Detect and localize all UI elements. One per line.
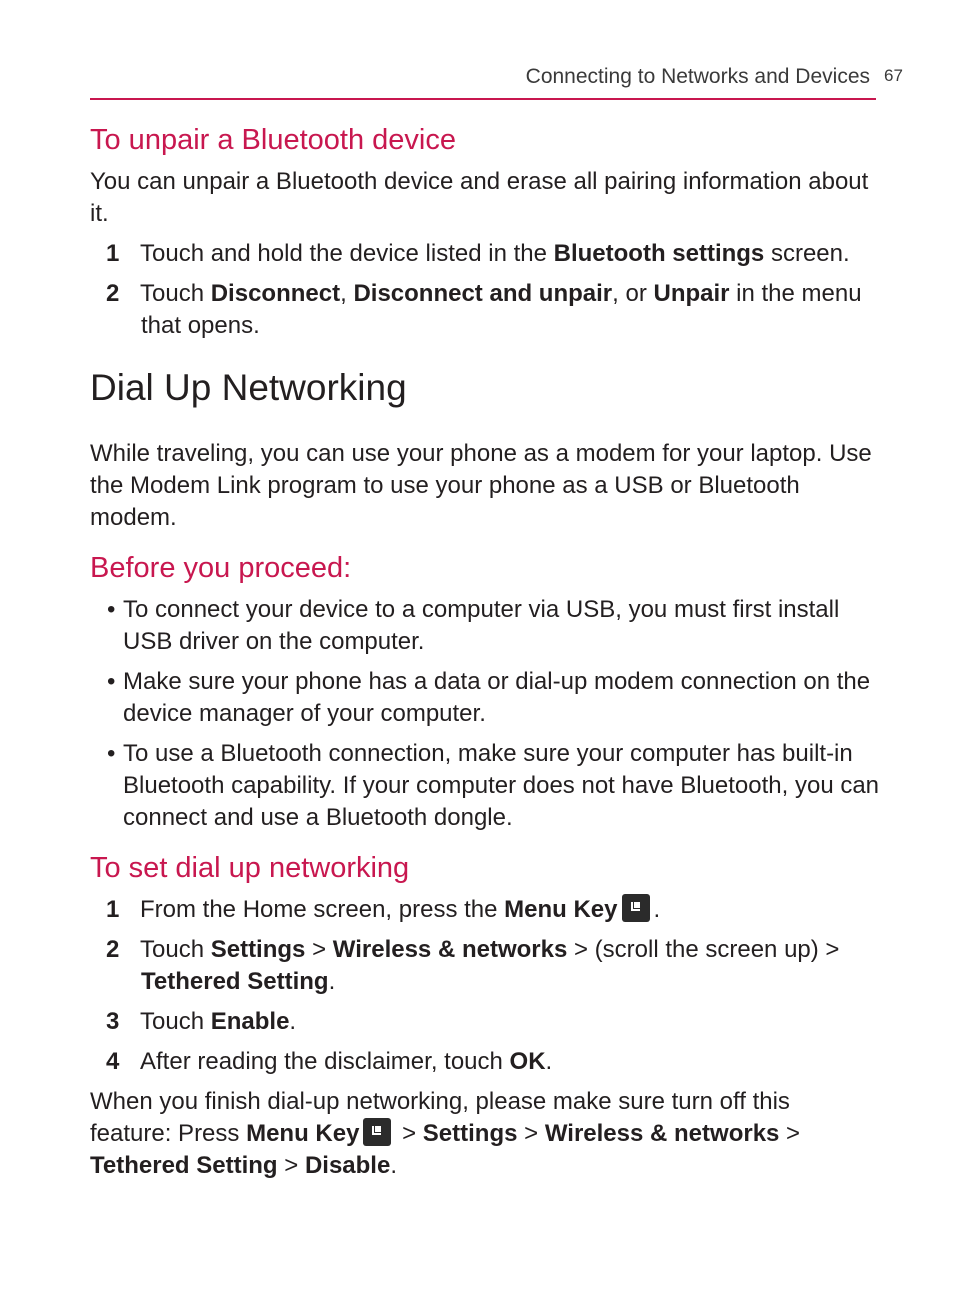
bullet-text: To connect your device to a computer via USB, you must first install USB driver on the computer. — [123, 596, 840, 655]
step-text: After reading the disclaimer, touch OK. — [140, 1048, 553, 1075]
bullet-icon: • — [107, 668, 116, 695]
step-number: 3 — [106, 1008, 120, 1035]
bullet-icon: • — [107, 596, 116, 623]
bullet-text: To use a Bluetooth connection, make sure your computer has built-in Bluetooth capability. If your computer does not have Bluetooth, you can connect and use a Bluetooth dongle. — [123, 740, 880, 831]
list-item — [90, 238, 880, 270]
list-item — [90, 1006, 880, 1038]
step-text: Touch and hold the device listed in the Bluetooth settings screen. — [140, 240, 850, 267]
setdial-closing: When you finish dial-up networking, please make sure turn off this feature: Press Menu Key > Settings > Wireless & networks > Tethered Setting > Disable. — [90, 1088, 801, 1179]
step-number: 2 — [106, 280, 120, 307]
step-text: From the Home screen, press the Menu Key . — [140, 896, 661, 923]
page-number: 67 — [884, 66, 903, 85]
unpair-heading: To unpair a Bluetooth device — [90, 124, 456, 156]
list-item — [90, 894, 880, 926]
page-content — [90, 118, 880, 1182]
list-item — [90, 278, 880, 342]
setdial-steps — [90, 894, 880, 1078]
step-text: Touch Disconnect, Disconnect and unpair, or Unpair in the menu that opens. — [140, 280, 862, 339]
page-header — [90, 60, 876, 100]
list-item — [90, 934, 880, 998]
step-number: 2 — [106, 936, 120, 963]
menu-key-icon — [622, 894, 650, 922]
step-number: 4 — [106, 1048, 120, 1075]
menu-key-icon — [363, 1118, 391, 1146]
before-heading: Before you proceed: — [90, 552, 352, 584]
unpair-intro: You can unpair a Bluetooth device and erase all pairing information about it. — [90, 168, 869, 227]
bullet-icon: • — [107, 740, 116, 767]
dialup-intro: While traveling, you can use your phone as a modem for your laptop. Use the Modem Link program to use your phone as a USB or Bluetooth modem. — [90, 440, 872, 531]
list-item — [90, 738, 880, 834]
setdial-heading: To set dial up networking — [90, 852, 410, 884]
step-number: 1 — [106, 896, 120, 923]
dialup-title: Dial Up Networking — [90, 367, 407, 408]
list-item — [90, 1046, 880, 1078]
step-number: 1 — [106, 240, 120, 267]
unpair-steps — [90, 238, 880, 342]
step-text: Touch Enable. — [140, 1008, 297, 1035]
list-item — [90, 594, 880, 658]
before-list — [90, 594, 880, 834]
list-item — [90, 666, 880, 730]
bullet-text: Make sure your phone has a data or dial-up modem connection on the device manager of your computer. — [123, 668, 871, 727]
step-text: Touch Settings > Wireless & networks > (scroll the screen up) > Tethered Setting. — [140, 936, 840, 995]
header-title: Connecting to Networks and Devices — [525, 65, 870, 88]
